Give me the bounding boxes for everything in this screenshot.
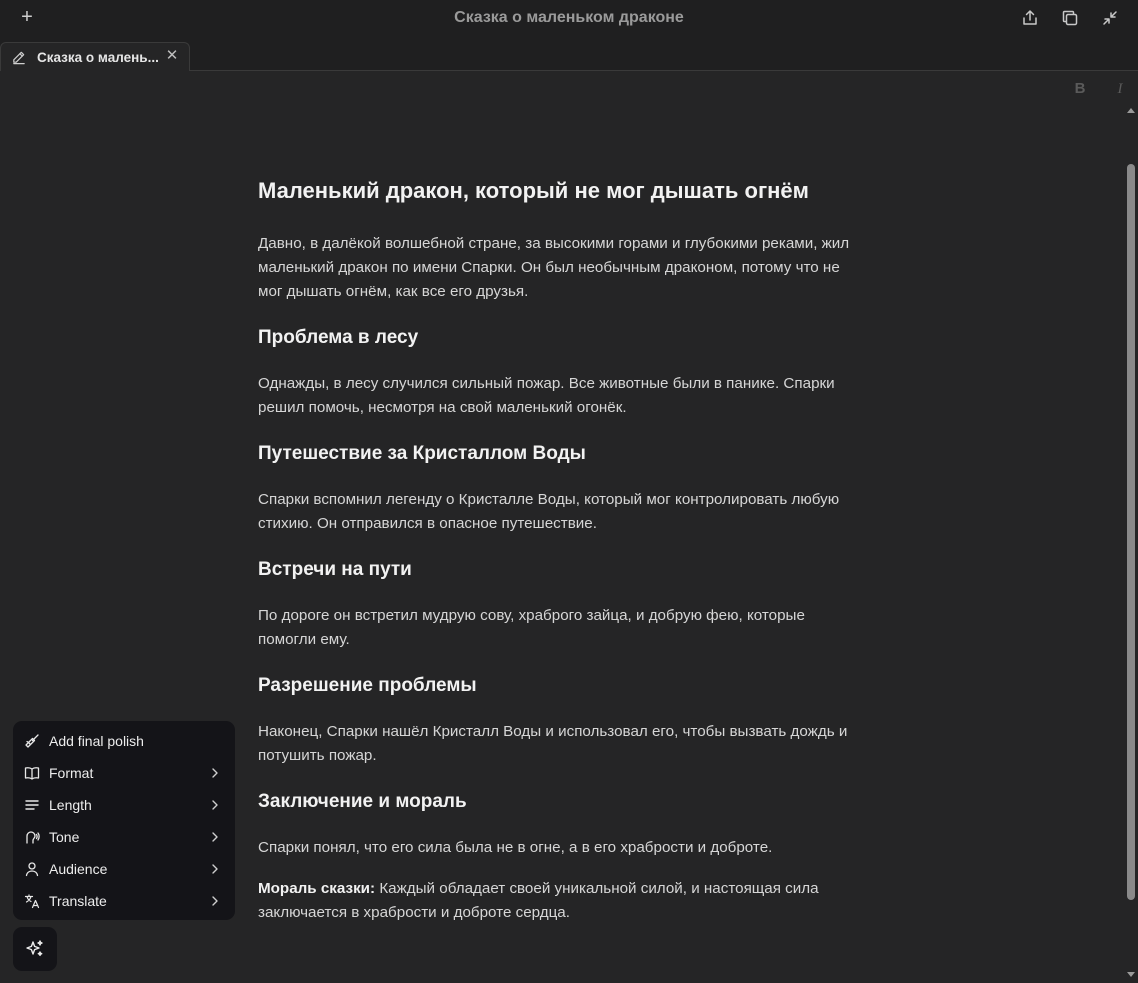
tab-document[interactable]: [0, 42, 190, 71]
chevron-right-icon: [208, 766, 222, 780]
menu-item-label: Translate: [49, 893, 107, 909]
menu-item-format[interactable]: [13, 757, 235, 789]
moral-label: Мораль сказки:: [258, 880, 376, 897]
section-paragraph: По дороге он встретил мудрую сову, храброго зайца, и добрую фею, которые помогли ему.: [258, 607, 805, 648]
tab-label: Сказка о малень...: [37, 50, 159, 65]
copy-icon[interactable]: [1060, 8, 1080, 28]
section-paragraph: Наконец, Спарки нашёл Кристалл Воды и использовал его, чтобы вызвать дождь и потушить пожар.: [258, 723, 848, 764]
plus-icon[interactable]: +: [21, 6, 33, 28]
window-title: Сказка о маленьком драконе: [454, 9, 684, 26]
menu-item-translate[interactable]: [13, 885, 235, 917]
section-heading: Встречи на пути: [258, 559, 412, 580]
document-editor[interactable]: [258, 175, 863, 945]
section-paragraph: Спарки понял, что его сила была не в огне, а в его храбрости и доброте.: [258, 839, 773, 856]
menu-item-length[interactable]: [13, 789, 235, 821]
close-icon[interactable]: ✕: [165, 47, 179, 64]
bold-button[interactable]: B: [1074, 80, 1086, 97]
scrollbar[interactable]: [1124, 100, 1138, 983]
ai-actions-menu: [13, 721, 235, 920]
book-icon: [24, 765, 40, 781]
brush-icon: [24, 733, 40, 749]
moral-paragraph: [258, 877, 863, 925]
sparkle-icon: [25, 939, 45, 959]
section-heading: Проблема в лесу: [258, 327, 419, 348]
menu-item-label: Format: [49, 765, 94, 781]
section-heading: Разрешение проблемы: [258, 675, 477, 696]
menu-item-label: Tone: [49, 829, 80, 845]
section-heading: Заключение и мораль: [258, 791, 467, 812]
tone-icon: [24, 829, 40, 845]
chevron-right-icon: [208, 894, 222, 908]
italic-button[interactable]: I: [1117, 81, 1123, 97]
chevron-right-icon: [208, 798, 222, 812]
moral-text: Каждый обладает своей уникальной силой, и настоящая сила заключается в храбрости и доброте сердца.: [258, 880, 819, 921]
section-paragraph: Спарки вспомнил легенду о Кристалле Воды, который мог контролировать любую стихию. Он отправился в опасное путешествие.: [258, 491, 840, 532]
menu-item-audience[interactable]: [13, 853, 235, 885]
scrollbar-thumb[interactable]: [1127, 164, 1135, 900]
pencil-icon: [11, 50, 26, 65]
ai-assistant-button[interactable]: [13, 927, 57, 971]
section-heading: Путешествие за Кристаллом Воды: [258, 443, 586, 464]
menu-item-label: Audience: [49, 861, 108, 877]
chevron-right-icon: [208, 862, 222, 876]
menu-item-label: Length: [49, 797, 92, 813]
intro-paragraph: Давно, в далёкой волшебной стране, за высокими горами и глубокими реками, жил маленький дракон по имени Спарки. Он был необычным драконом, потому что не мог дышать огнём, как все его друзья.: [258, 235, 850, 300]
scroll-down-icon[interactable]: [1127, 972, 1135, 977]
menu-item-label: Add final polish: [49, 733, 144, 749]
menu-item-tone[interactable]: [13, 821, 235, 853]
document-title: Маленький дракон, который не мог дышать огнём: [258, 178, 809, 203]
title-bar: [0, 0, 1138, 36]
tab-bar: [0, 36, 1138, 71]
translate-icon: [24, 893, 40, 909]
chevron-right-icon: [208, 830, 222, 844]
person-icon: [24, 861, 40, 877]
lines-icon: [24, 797, 40, 813]
scroll-up-icon[interactable]: [1127, 108, 1135, 113]
collapse-icon[interactable]: [1100, 8, 1120, 28]
menu-item-add-final-polish[interactable]: [13, 725, 235, 757]
section-paragraph: Однажды, в лесу случился сильный пожар. Все животные были в панике. Спарки решил помочь, несмотря на свой маленький огонёк.: [258, 375, 835, 416]
share-icon[interactable]: [1020, 8, 1040, 28]
